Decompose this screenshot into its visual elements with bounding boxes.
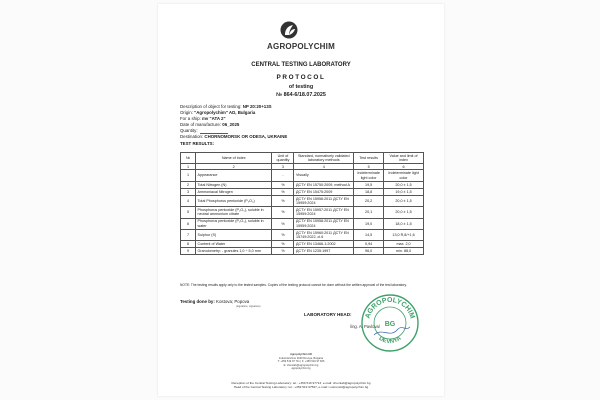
index-name-cell: Ammoniacal Nitrogen bbox=[195, 188, 272, 195]
protocol-subtitle: of testing bbox=[288, 84, 314, 90]
table-row bbox=[181, 218, 424, 229]
value-limit-cell: Indeterminate light color bbox=[384, 170, 424, 181]
table-row bbox=[181, 170, 424, 181]
index-name-cell: Total Nitrogen (N) bbox=[195, 181, 272, 188]
method-cell: ДСТУ EN 15956:2011 ДСТУ EN 15959:2024 bbox=[294, 195, 354, 206]
laboratory-head-name: /ing. A. Pavlova/ bbox=[350, 324, 381, 329]
tested-label: Testing done by: bbox=[180, 299, 215, 304]
protocol-page bbox=[158, 4, 444, 396]
quantity-label: Quantity: bbox=[180, 128, 198, 134]
protocol-info bbox=[180, 104, 430, 147]
table-row bbox=[181, 230, 424, 241]
head-signature-icon bbox=[374, 327, 410, 335]
row-number-cell: 9 bbox=[181, 248, 196, 255]
method-cell: ДСТУ EN 15750:2009, method A bbox=[294, 181, 354, 188]
tested-by bbox=[180, 299, 249, 304]
agropolychim-logo-icon bbox=[276, 20, 302, 40]
method-cell: Visually bbox=[294, 170, 354, 181]
method-cell: ДСТУ EN 1235:1997 bbox=[294, 248, 354, 255]
object-label: Description of object for testing: bbox=[180, 104, 242, 109]
index-cell: 1 bbox=[181, 164, 196, 170]
unit-cell: - bbox=[272, 170, 294, 181]
test-result-cell: Indeterminate light color bbox=[354, 170, 384, 181]
index-name-cell: Sulphur (S) bbox=[195, 230, 272, 241]
test-result-cell: 14,5 bbox=[354, 230, 384, 241]
origin-label: Origin: bbox=[180, 110, 193, 116]
value-limit-cell: 20,0 ± 1,5 bbox=[384, 195, 424, 206]
header-cell: Unit of quantity bbox=[272, 153, 294, 164]
company-address bbox=[158, 353, 444, 371]
unit-cell: % bbox=[272, 241, 294, 248]
stamp-center-text: BG bbox=[384, 321, 396, 328]
reception-line: Reception of the Central Testing Laboratory: tel.: +359 519 97713, e-mail: chemlab@agropolychim.bg bbox=[231, 381, 371, 385]
unit-cell: % bbox=[272, 248, 294, 255]
test-result-cell: 20,2 bbox=[354, 195, 384, 206]
index-name-cell: Phosphorus pentoxide (P₂O₅), soluble in neutral ammonium citrate bbox=[195, 207, 272, 218]
svg-text:AGROPOLYCHIM bbox=[364, 297, 415, 320]
origin-value: "Agropolychim" AD, Bulgaria bbox=[194, 110, 256, 116]
method-cell: ДСТУ EN 15960:2011 ДСТУ EN 15749:2022, cl.6 bbox=[294, 230, 354, 241]
row-number-cell: 7 bbox=[181, 230, 196, 241]
stamp-bottom-text: DEVNYA bbox=[377, 335, 403, 346]
header-cell: № bbox=[181, 153, 196, 164]
value-limit-cell: max. 2,0 bbox=[384, 241, 424, 248]
index-cell: 2 bbox=[195, 164, 272, 170]
method-cell: ДСТУ EN 15958:2011 ДСТУ EN 15959:2024 bbox=[294, 218, 354, 229]
value-limit-cell: 13,0 R,8/+1,6 bbox=[384, 230, 424, 241]
row-number-cell: 8 bbox=[181, 241, 196, 248]
laboratory-stamp-icon bbox=[360, 293, 420, 353]
test-results-label: TEST RESULTS: bbox=[180, 140, 215, 146]
row-number-cell: 3 bbox=[181, 188, 196, 195]
test-result-cell: 20,1 bbox=[354, 207, 384, 218]
brand-name: AGROPOLYCHIM bbox=[267, 42, 335, 51]
ship-value: mv "ATA 2" bbox=[201, 116, 226, 122]
tested-value: Kostova; Popova bbox=[216, 299, 250, 304]
lab-title: CENTRAL TESTING LABORATORY bbox=[251, 62, 351, 68]
unit-cell: % bbox=[272, 230, 294, 241]
address-line: T: +359 519 97 711 | F: +359 519 97 666 bbox=[277, 360, 325, 363]
laboratory-head-label: LABORATORY HEAD: bbox=[304, 312, 352, 317]
date-label: Date of manufacture: bbox=[180, 122, 222, 128]
index-name-cell: Content of Water bbox=[195, 241, 272, 248]
index-cell: 3 bbox=[272, 164, 294, 170]
header-cell: Standard, normatively validated laboratory methods bbox=[294, 153, 354, 164]
unit-cell: % bbox=[272, 218, 294, 229]
table-row bbox=[181, 181, 424, 188]
value-limit-cell: 20,0 ± 1,5 bbox=[384, 181, 424, 188]
table-row bbox=[181, 188, 424, 195]
index-cell: 5 bbox=[354, 164, 384, 170]
row-number-cell: 4 bbox=[181, 195, 196, 206]
protocol-title: PROTOCOL bbox=[276, 74, 326, 81]
test-result-cell: 0,94 bbox=[354, 241, 384, 248]
row-number-cell: 6 bbox=[181, 218, 196, 229]
value-limit-cell: 18,0 ± 1,5 bbox=[384, 218, 424, 229]
address-line: Industrial Zone 9160 Devnya, Bulgaria bbox=[278, 356, 324, 360]
lab-contacts bbox=[158, 381, 444, 390]
svg-text:DEVNYA bbox=[378, 335, 404, 345]
table-row bbox=[181, 207, 424, 218]
date-value: 06_2025 bbox=[222, 122, 240, 128]
stamp-top-text: AGROPOLYCHIM bbox=[364, 296, 416, 320]
address-line: E: chemlab@agropolychim.bg bbox=[283, 363, 319, 367]
table-row bbox=[181, 241, 424, 248]
tested-sub: (signature, signature) bbox=[236, 305, 261, 308]
header-cell: Value and limit of index bbox=[384, 153, 424, 164]
row-number-cell: 2 bbox=[181, 181, 196, 188]
head-contact-line: Head of the Central Testing Laboratory: tel.: +359 519 97597, e-mail: l.ostrovski@agropolychim.bg bbox=[233, 385, 369, 390]
test-result-cell: 18,8 bbox=[354, 188, 384, 195]
table-row bbox=[181, 195, 424, 206]
header-cell: Name of index bbox=[195, 153, 272, 164]
results-table bbox=[180, 152, 424, 255]
table-header-row bbox=[181, 153, 424, 164]
object-value: NP 20:20+13S bbox=[242, 104, 272, 109]
unit-cell: % bbox=[272, 181, 294, 188]
test-result-cell: 96,0 bbox=[354, 248, 384, 255]
unit-cell: % bbox=[272, 207, 294, 218]
index-name-cell: Phosphorus pentoxide (P₂O₅), soluble in water bbox=[195, 218, 272, 229]
ship-label: For a ship: bbox=[180, 116, 201, 122]
index-cell: 6 bbox=[384, 164, 424, 170]
protocol-number: № 864-6/18.07.2025 bbox=[276, 92, 326, 98]
unit-cell: % bbox=[272, 188, 294, 195]
row-number-cell: 5 bbox=[181, 207, 196, 218]
index-cell: 4 bbox=[294, 164, 354, 170]
protocol-note: NOTE: The testing results apply only to the tested samples. Copies of the testing protocol cannot be done without the written approval of the test laboratory. bbox=[180, 283, 407, 287]
index-name-cell: Granulometry: - granules 1,0 ÷ 5,0 mm bbox=[195, 248, 272, 255]
test-result-cell: 19,0 bbox=[354, 218, 384, 229]
destination-label: Destination: bbox=[180, 134, 204, 140]
value-limit-cell: min. 88,0 bbox=[384, 248, 424, 255]
destination-value: CHORNOMORSK OR ODESA, UKRAINE bbox=[204, 134, 288, 140]
table-row bbox=[181, 248, 424, 255]
quantity-handwriting bbox=[200, 129, 228, 134]
test-result-cell: 19,5 bbox=[354, 181, 384, 188]
index-name-cell: Total Phosphorus pentoxide (P₂O₅) bbox=[195, 195, 272, 206]
index-name-cell: Appearance bbox=[195, 170, 272, 181]
method-cell: ДСТУ EN 15957:2011 ДСТУ EN 15959:2024 bbox=[294, 207, 354, 218]
value-limit-cell: 20,0 ± 1,5 bbox=[384, 207, 424, 218]
unit-cell: % bbox=[272, 195, 294, 206]
address-line: agropolychim.bg bbox=[291, 367, 311, 370]
header-cell: Test results bbox=[354, 153, 384, 164]
method-cell: ДСТУ EN 15475:2009 bbox=[294, 188, 354, 195]
row-number-cell: 1 bbox=[181, 170, 196, 181]
address-line: Agropolychim AD bbox=[290, 353, 312, 356]
value-limit-cell: 19,0 ± 1,5 bbox=[384, 188, 424, 195]
method-cell: ДСТУ EN 13466-1:2002 bbox=[294, 241, 354, 248]
